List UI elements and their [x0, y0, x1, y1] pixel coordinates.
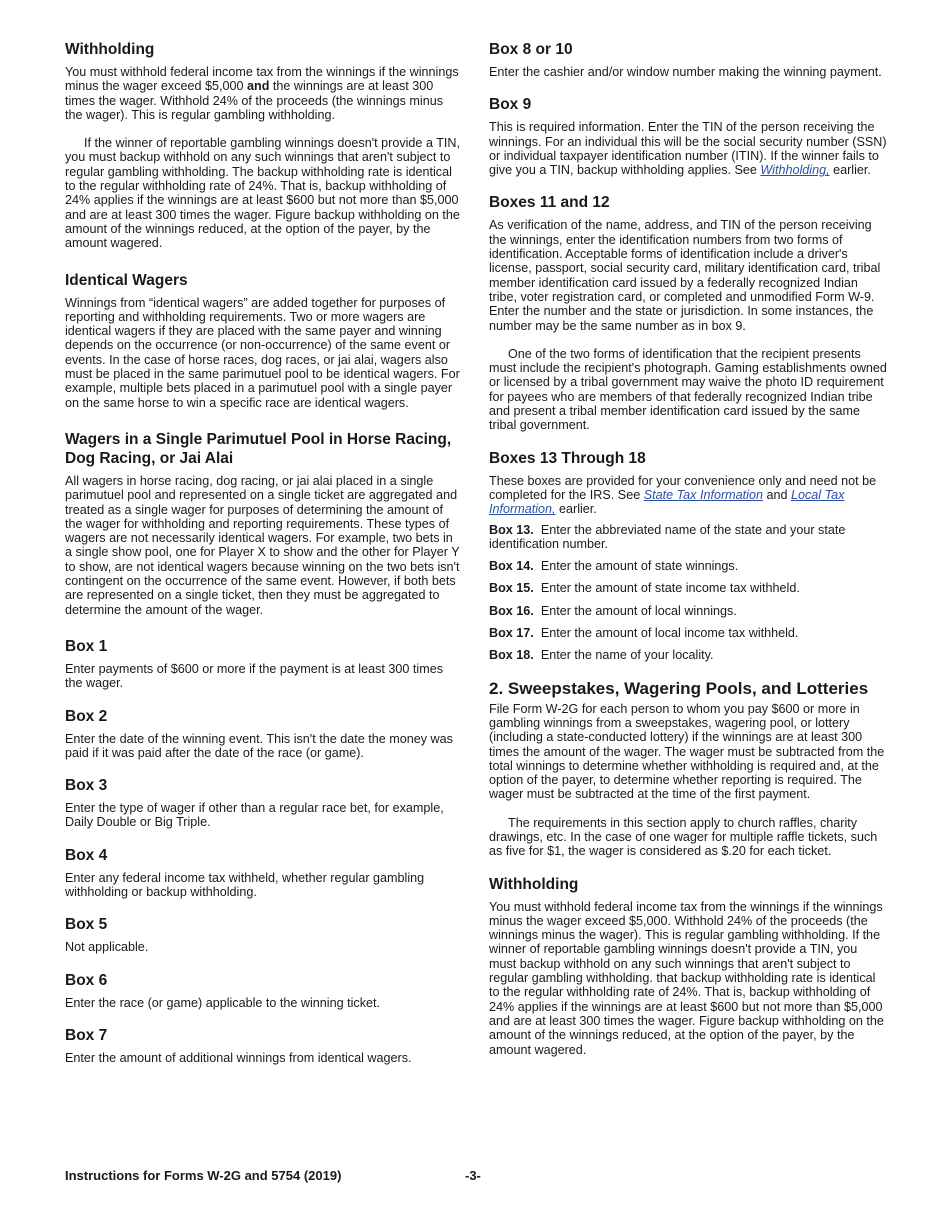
box-18-item: Box 18. Enter the name of your locality.	[489, 648, 714, 663]
heading-box-5: Box 5	[65, 916, 108, 934]
box-17-item: Box 17. Enter the amount of local income tax withheld.	[489, 626, 799, 641]
box-8-or-10-text: Enter the cashier and/or window number making the winning payment.	[489, 65, 882, 79]
heading-parimutuel: Wagers in a Single Parimutuel Pool in Horse Racing, Dog Racing, or Jai Alai	[65, 430, 452, 467]
section-box-5	[65, 915, 463, 954]
left-column	[65, 40, 463, 1081]
section-box-7	[65, 1026, 463, 1065]
section-withholding-2	[489, 875, 887, 1057]
box-4-text: Enter any federal income tax withheld, whether regular gambling withholding or backup withholding.	[65, 870, 425, 899]
box-3-text: Enter the type of wager if other than a regular race bet, for example, Daily Double or Big Triple.	[65, 801, 444, 830]
withholding-paragraph-1: You must withhold federal income tax from the winnings if the winnings minus the wager exceed $5,000 and the winnings are at least 300 times the wager. Withhold 24% of the proceeds (the winnings minus the wager). This is regular gambling withholding.	[65, 65, 459, 122]
parimutuel-paragraph: All wagers in horse racing, dog racing, or jai alai placed in a single parimutuel pool and represented on a single ticket are aggregated and treated as a single wager for purposes of determining the amount of the wager for withholding and reporting requirements. These types of wagers are not necessarily identical wagers. For example, two bets in a single show pool, one for Player X to show and the other for Player Y to show, are not identical wagers because winning on the two bets isn't contingent on the occurrence of the same event. However, if both bets are represented on a single ticket, then they must be aggregated to determine the amount of the wager.	[65, 473, 460, 617]
heading-sweepstakes: 2. Sweepstakes, Wagering Pools, and Lotteries	[489, 678, 869, 698]
section-identical-wagers	[65, 271, 463, 410]
section-box-6	[65, 971, 463, 1010]
state-tax-information-link[interactable]: State Tax Information	[643, 487, 763, 502]
withholding-paragraph-2: If the winner of reportable gambling winnings doesn't provide a TIN, you must backup withhold on any such winnings that aren't subject to regular gambling withholding. The backup withholding rate is identical to the regular withholding rate of 24%. That is, backup withholding of 24% applies if the winnings are at least $600 but not more than $5,000 and are at least 300 times the wager. Figure backup withholding on the amount of the winnings reduced, at the option of the payer, by the amount wagered.	[65, 136, 460, 251]
boxes-13-18-intro: These boxes are provided for your convenience only and need not be completed for the IRS. See State Tax Information and Local Tax Information, earlier.	[489, 473, 877, 517]
heading-identical-wagers: Identical Wagers	[65, 271, 188, 289]
section-sweepstakes	[489, 679, 887, 859]
footer-page-number: -3-	[465, 1168, 481, 1183]
withholding-2-paragraph: You must withhold federal income tax from the winnings if the winnings minus the wager exceed $5,000. Withhold 24% of the proceeds (the winnings minus the wager). This is regular gambling withholding. If the winner of reportable gambling winnings doesn't provide a TIN, you must backup withhold on any such winnings that aren't subject to regular gambling withholding. that backup withholding rate is identical to the regular withholding rate of 24%. That is, backup withholding of 24% applies if the winnings are at least $600 but not more than $5,000 and are at least 300 times the wager. Figure backup withholding on the amount of the winnings reduced, at the option of the payer, by the amount wagered.	[489, 899, 884, 1057]
heading-box-6: Box 6	[65, 971, 108, 989]
box-9-text: This is required information. Enter the TIN of the person receiving the winnings. For an individual this will be the social security number (SSN) or individual taxpayer identification number (ITIN). If the winner fails to give you a TIN, backup withholding applies. See Withholding, earlier.	[489, 120, 887, 178]
page-footer	[65, 1168, 885, 1186]
sweepstakes-paragraph-1: File Form W-2G for each person to whom you pay $600 or more in gambling winnings from a sweepstakes, wagering pool, or lottery (including a state-conducted lottery) if the winnings are at least 300 times the amount of the wager. The wager must be subtracted from the total winnings to determine whether withholding is required and, at the option of the payer, to determine whether reporting is required. The wager must be subtracted at the time of the first payment.	[489, 701, 885, 802]
heading-boxes-11-12: Boxes 11 and 12	[489, 194, 610, 212]
section-box-3	[65, 776, 463, 830]
footer-document-title: Instructions for Forms W-2G and 5754 (2019)	[65, 1168, 342, 1183]
heading-box-1: Box 1	[65, 637, 108, 655]
heading-withholding: Withholding	[65, 41, 155, 58]
section-boxes-13-18	[489, 449, 887, 663]
box-1-text: Enter payments of $600 or more if the payment is at least 300 times the wager.	[65, 661, 444, 691]
boxes-11-12-paragraph-1: As verification of the name, address, and TIN of the person receiving the winnings, enter the identification numbers from two forms of identification. Acceptable forms of identification include a driver's license, passport, social security card, military identification card, tribal member identification card issued by a federally recognized Indian tribe, voter registration card, or completed and unmodified Form W-9. Enter the number and the state or jurisdiction. In some instances, the number may be the same number as in box 9.	[489, 218, 881, 333]
section-box-1	[65, 637, 463, 691]
box-16-item: Box 16. Enter the amount of local winnings.	[489, 603, 737, 618]
section-boxes-11-12	[489, 193, 887, 432]
heading-box-9: Box 9	[489, 96, 532, 114]
box-14-item: Box 14. Enter the amount of state winnings.	[489, 559, 739, 574]
box-15-item: Box 15. Enter the amount of state income tax withheld.	[489, 581, 800, 596]
local-tax-information-link[interactable]: Local Tax Information,	[489, 487, 845, 517]
heading-box-7: Box 7	[65, 1026, 108, 1044]
withholding-link[interactable]: Withholding,	[760, 163, 830, 178]
section-box-8-or-10	[489, 40, 887, 79]
heading-box-3: Box 3	[65, 777, 108, 795]
heading-boxes-13-18: Boxes 13 Through 18	[489, 449, 646, 467]
section-box-4	[65, 846, 463, 900]
box-2-text: Enter the date of the winning event. This isn't the date the money was paid if it was paid after the date of the race (or game).	[65, 731, 453, 760]
box-13-item: Box 13. Enter the abbreviated name of the state and your state identification number.	[489, 522, 846, 551]
sweepstakes-paragraph-2: The requirements in this section apply to church raffles, charity drawings, etc. In the case of one wager for multiple raffle tickets, such as five for $1, the wager is considered as $.20 for each ticket.	[489, 815, 878, 859]
box-5-text: Not applicable.	[65, 940, 149, 955]
box-6-text: Enter the race (or game) applicable to the winning ticket.	[65, 995, 381, 1010]
right-column	[489, 40, 887, 1077]
section-parimutuel	[65, 430, 463, 617]
box-7-text: Enter the amount of additional winnings from identical wagers.	[65, 1050, 412, 1065]
heading-box-8-or-10: Box 8 or 10	[489, 41, 573, 58]
heading-box-4: Box 4	[65, 846, 108, 864]
identical-wagers-paragraph: Winnings from “identical wagers” are added together for purposes of reporting and withholding requirements. Two or more wagers are identical wagers if they are placed with the same payer and winning depends on the occurrence (or non-occurrence) of the same event or events. In the case of horse races, dog races, or jai alai, wagers also must be placed in the same parimutuel pool to be identical wagers. For example, multiple bets placed in a parimutuel pool with a single payer on the same horse to win a specific race are identical wagers.	[65, 295, 460, 410]
section-box-2	[65, 707, 463, 761]
boxes-11-12-paragraph-2: One of the two forms of identification that the recipient presents must include the recipient's photograph. Gaming establishments owned or licensed by a tribal government may waive the photo ID requirement for payees who are members of that federally recognized Indian tribe and present a tribal member identification card issued by the same tribal government.	[489, 346, 887, 433]
section-box-9	[489, 95, 887, 177]
heading-withholding-2: Withholding	[489, 875, 579, 893]
section-withholding	[65, 40, 463, 251]
heading-box-2: Box 2	[65, 707, 108, 725]
